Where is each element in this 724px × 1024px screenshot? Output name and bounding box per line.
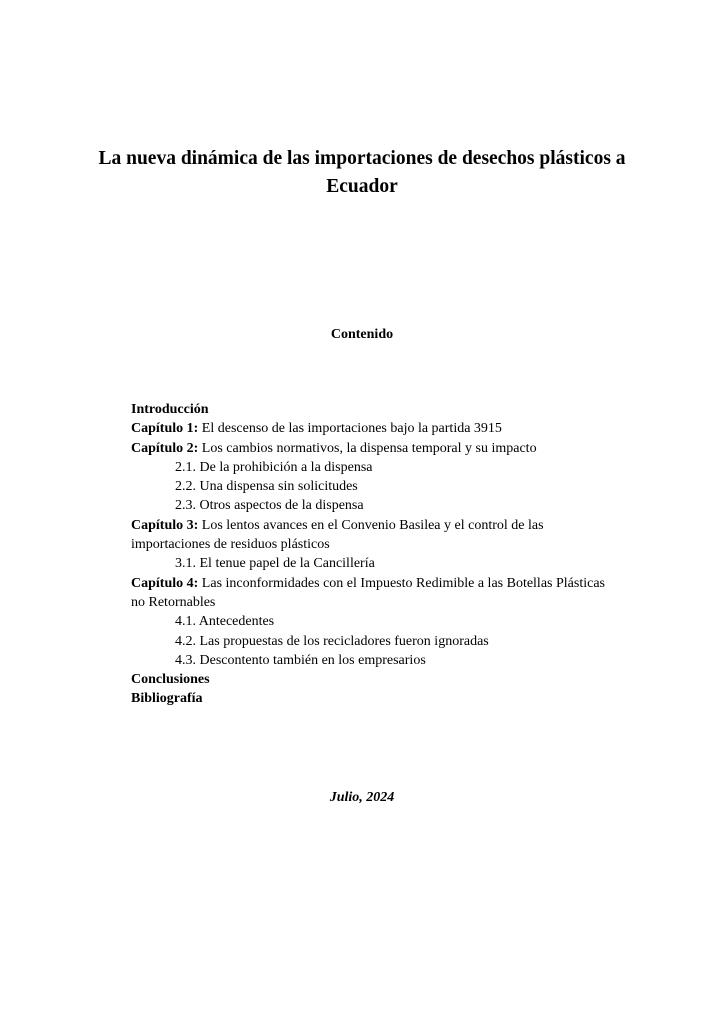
toc-chapter-1 (131, 419, 631, 438)
toc-bibliography: Bibliografía (131, 691, 203, 707)
toc-chapter-3 (131, 516, 631, 535)
chapter-3-title-line-1: Los lentos avances en el Convenio Basilea y el control de las (198, 517, 544, 533)
document-date: Julio, 2024 (329, 790, 395, 805)
chapter-1-title: El descenso de las importaciones bajo la partida 3915 (198, 421, 502, 437)
chapter-3-title-line-2: importaciones de residuos plásticos (131, 537, 330, 553)
title-line-2: Ecuador (326, 176, 398, 197)
toc-section-2-1: 2.1. De la prohibición a la dispensa (175, 459, 373, 475)
toc-chapter-4 (131, 574, 631, 593)
title-line-1: La nueva dinámica de las importaciones de desechos plásticos a (98, 148, 626, 169)
chapter-2-title: Los cambios normativos, la dispensa temporal y su impacto (198, 440, 537, 456)
toc-section-4-2: 4.2. Las propuestas de los recicladores fueron ignoradas (175, 633, 489, 649)
contents-heading: Contenido (330, 327, 394, 342)
toc-chapter-2 (131, 439, 631, 458)
toc-section-2-3: 2.3. Otros aspectos de la dispensa (175, 498, 364, 514)
chapter-4-title-line-1: Las inconformidades con el Impuesto Redimible a las Botellas Plásticas (198, 575, 605, 591)
toc-conclusions: Conclusiones (131, 672, 210, 688)
chapter-4-title-line-2: no Retornables (131, 594, 216, 610)
document-title (60, 145, 664, 201)
table-of-contents (131, 400, 631, 709)
toc-introduction: Introducción (131, 402, 209, 417)
toc-section-3-1: 3.1. El tenue papel de la Cancillería (175, 556, 375, 572)
toc-section-4-3: 4.3. Descontento también en los empresarios (175, 652, 426, 668)
chapter-2-label: Capítulo 2: (131, 440, 199, 456)
toc-section-4-1: 4.1. Antecedentes (175, 614, 275, 630)
toc-section-2-2: 2.2. Una dispensa sin solicitudes (175, 479, 358, 495)
chapter-1-label: Capítulo 1: (131, 421, 199, 437)
chapter-3-label: Capítulo 3: (131, 517, 199, 533)
chapter-4-label: Capítulo 4: (131, 575, 199, 591)
